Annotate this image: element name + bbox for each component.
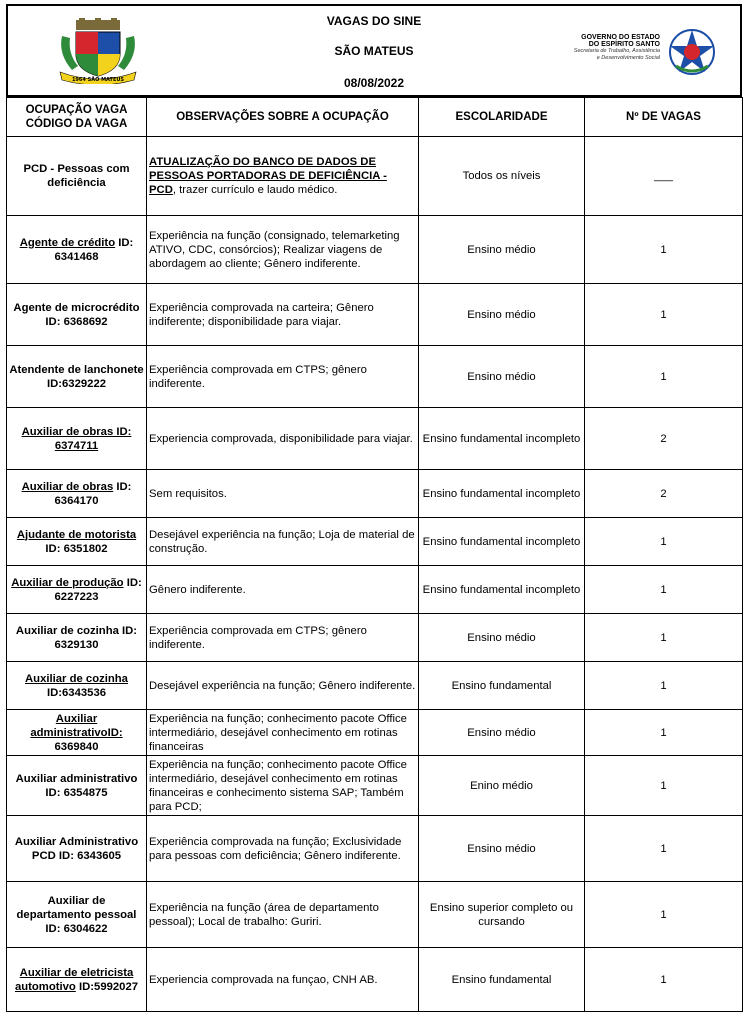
- education-cell: Ensino médio: [419, 614, 585, 662]
- occupation-cell: Auxiliar de produção ID: 6227223: [7, 566, 147, 614]
- observation-cell: Sem requisitos.: [147, 470, 419, 518]
- table-row: [7, 662, 743, 710]
- education-cell: Ensino médio: [419, 710, 585, 756]
- table-row: [7, 710, 743, 756]
- occupation-cell: Auxiliar de obras ID: 6364170: [7, 470, 147, 518]
- page-title: VAGAS DO SINE: [326, 14, 422, 28]
- observation-cell: Gênero indiferente.: [147, 566, 419, 614]
- state-government-text: GOVERNO DO ESTADO DO ESPÍRITO SANTO Secretaria de Trabalho, Assistência e Desenvolvimento Social: [573, 34, 660, 61]
- education-cell: Ensino fundamental incompleto: [419, 566, 585, 614]
- vacancies-cell: 1: [585, 882, 743, 948]
- vacancies-cell: 1: [585, 614, 743, 662]
- table-row: [7, 284, 743, 346]
- occupation-cell: Auxiliar Administrativo PCD ID: 6343605: [7, 816, 147, 882]
- job-vacancies-table: [6, 97, 743, 1012]
- education-cell: Ensino fundamental incompleto: [419, 518, 585, 566]
- vacancies-cell: 1: [585, 948, 743, 1012]
- column-header-education: ESCOLARIDADE: [419, 98, 585, 137]
- logo-banner-text: 1964 SÃO MATEUS: [71, 77, 125, 83]
- education-cell: Ensino fundamental incompleto: [419, 408, 585, 470]
- table-row: [7, 518, 743, 566]
- table-row: [7, 614, 743, 662]
- observation-cell: Experiência comprovada em CTPS; gênero indiferente.: [147, 614, 419, 662]
- occupation-cell: Auxiliar de departamento pessoal ID: 6304622: [7, 882, 147, 948]
- observation-cell: Experiência na função (área de departamento pessoal); Local de trabalho: Guriri.: [147, 882, 419, 948]
- occupation-cell: Auxiliar de eletricista automotivo ID:5992027: [7, 948, 147, 1012]
- table-row: [7, 408, 743, 470]
- occupation-cell: Ajudante de motorista ID: 6351802: [7, 518, 147, 566]
- occupation-cell: Auxiliar de cozinha ID:6343536: [7, 662, 147, 710]
- vacancies-cell: 2: [585, 470, 743, 518]
- observation-cell: Experiência comprovada na carteira; Gênero indiferente; disponibilidade para viajar.: [147, 284, 419, 346]
- education-cell: Ensino médio: [419, 284, 585, 346]
- occupation-cell: PCD - Pessoas com deficiência: [7, 137, 147, 216]
- education-cell: Ensino superior completo ou cursando: [419, 882, 585, 948]
- vacancies-cell: 1: [585, 710, 743, 756]
- table-row: [7, 756, 743, 816]
- observation-cell: Experiencia comprovada, disponibilidade para viajar.: [147, 408, 419, 470]
- vacancies-cell: 1: [585, 566, 743, 614]
- vacancies-cell: 1: [585, 284, 743, 346]
- column-header-observations: OBSERVAÇÕES SOBRE A OCUPAÇÃO: [147, 98, 419, 137]
- observation-cell: Experiência na função; conhecimento pacote Office intermediário, desejável conhecimento em rotinas financeiras: [147, 710, 419, 756]
- vacancies-cell: 1: [585, 346, 743, 408]
- state-government-logo: [568, 30, 738, 74]
- observation-cell: Experiência comprovada em CTPS; gênero indiferente.: [147, 346, 419, 408]
- table-row: [7, 816, 743, 882]
- document-sheet: [6, 4, 742, 1012]
- table-row: [7, 216, 743, 284]
- table-row: [7, 948, 743, 1012]
- observation-cell: Experiência na função (consignado, telemarketing ATIVO, CDC, consórcios); Realizar viagens de abordagem ao cliente; Gênero indiferente.: [147, 216, 419, 284]
- table-row: [7, 882, 743, 948]
- occupation-cell: Auxiliar de cozinha ID: 6329130: [7, 614, 147, 662]
- education-cell: Ensino fundamental incompleto: [419, 470, 585, 518]
- vacancies-cell: ___: [585, 137, 743, 216]
- occupation-cell: Atendente de lanchonete ID:6329222: [7, 346, 147, 408]
- education-cell: Ensino médio: [419, 216, 585, 284]
- occupation-cell: Auxiliar administrativoID: 6369840: [7, 710, 147, 756]
- vacancies-cell: 1: [585, 216, 743, 284]
- column-header-vacancies: Nº DE VAGAS: [585, 98, 743, 137]
- table-row: [7, 137, 743, 216]
- occupation-cell: Agente de microcrédito ID: 6368692: [7, 284, 147, 346]
- education-cell: Ensino fundamental: [419, 662, 585, 710]
- column-header-occupation: OCUPAÇÃO VAGA CÓDIGO DA VAGA: [7, 98, 147, 137]
- publication-date: 08/08/2022: [343, 76, 405, 90]
- observation-cell: Experiência na função; conhecimento pacote Office intermediário, desejável conhecimento em rotinas financeiras e conhecimento sistema SAP; Também para PCD;: [147, 756, 419, 816]
- education-cell: Ensino médio: [419, 816, 585, 882]
- table-row: [7, 470, 743, 518]
- occupation-cell: Auxiliar de obras ID: 6374711: [7, 408, 147, 470]
- observation-cell: Experiência comprovada na função; Exclusividade para pessoas com deficiência; Gênero indiferente.: [147, 816, 419, 882]
- education-cell: Ensino fundamental: [419, 948, 585, 1012]
- education-cell: Todos os níveis: [419, 137, 585, 216]
- occupation-cell: Agente de crédito ID: 6341468: [7, 216, 147, 284]
- vacancies-cell: 1: [585, 518, 743, 566]
- observation-cell: ATUALIZAÇÃO DO BANCO DE DADOS DE PESSOAS PORTADORAS DE DEFICIÊNCIA - PCD, trazer currículo e laudo médico.: [147, 137, 419, 216]
- vacancies-cell: 1: [585, 816, 743, 882]
- vacancies-cell: 2: [585, 408, 743, 470]
- table-header-row: [7, 98, 743, 137]
- observation-cell: Experiencia comprovada na funçao, CNH AB.: [147, 948, 419, 1012]
- occupation-cell: Auxiliar administrativo ID: 6354875: [7, 756, 147, 816]
- table-row: [7, 346, 743, 408]
- observation-cell: Desejável experiência na função; Gênero indiferente.: [147, 662, 419, 710]
- city-name: SÃO MATEUS: [334, 44, 414, 58]
- header-box: [6, 4, 742, 97]
- table-row: [7, 566, 743, 614]
- vacancies-cell: 1: [585, 662, 743, 710]
- vacancies-cell: 1: [585, 756, 743, 816]
- state-seal-icon: [666, 26, 718, 78]
- education-cell: Enino médio: [419, 756, 585, 816]
- observation-cell: Desejável experiência na função; Loja de material de construção.: [147, 518, 419, 566]
- education-cell: Ensino médio: [419, 346, 585, 408]
